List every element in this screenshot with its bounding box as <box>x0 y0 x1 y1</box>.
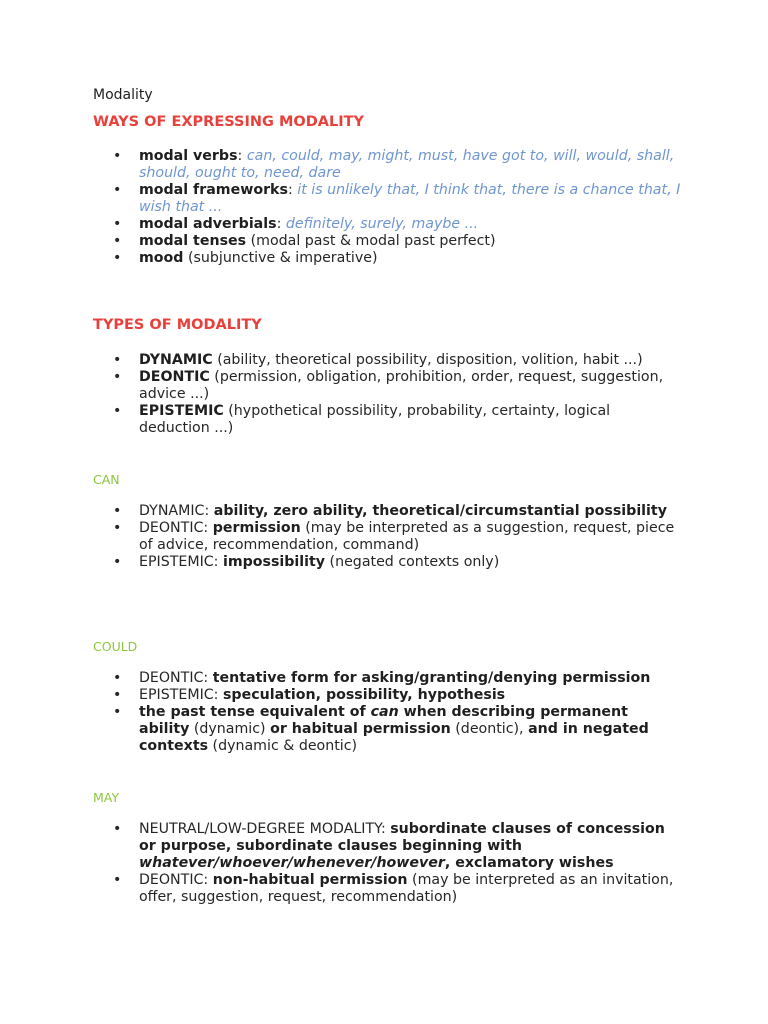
can-list <box>93 503 683 571</box>
could-heading: COULD <box>93 639 138 654</box>
list-item: • DEONTIC (permission, obligation, prohibition, order, request, suggestion, advice ...) <box>93 369 683 403</box>
may-heading: MAY <box>93 790 120 805</box>
list-item: • DEONTIC: tentative form for asking/granting/denying permission <box>93 670 683 687</box>
list-item: • modal verbs: can, could, may, might, must, have got to, will, would, shall, should, ought to, need, dare <box>93 148 683 182</box>
list-item: • DYNAMIC: ability, zero ability, theoretical/circumstantial possibility <box>93 503 683 520</box>
list-item: • the past tense equivalent of can when describing permanent ability (dynamic) or habitual permission (deontic), and in negated contexts (dynamic & deontic) <box>93 704 683 755</box>
list-item: • mood (subjunctive & imperative) <box>93 250 683 267</box>
list-item: • DEONTIC: non-habitual permission (may be interpreted as an invitation, offer, suggestion, request, recommendation) <box>93 872 683 906</box>
list-item: • EPISTEMIC (hypothetical possibility, probability, certainty, logical deduction ...) <box>93 403 683 437</box>
can-heading: CAN <box>93 472 120 487</box>
list-item: • NEUTRAL/LOW-DEGREE MODALITY: subordinate clauses of concession or purpose, subordinate clauses beginning with whatever/whoever/whenever/however, exclamatory wishes <box>93 821 683 872</box>
list-item: • modal tenses (modal past & modal past perfect) <box>93 233 683 250</box>
list-item: • DYNAMIC (ability, theoretical possibility, disposition, volition, habit ...) <box>93 352 683 369</box>
list-item: • DEONTIC: permission (may be interpreted as a suggestion, request, piece of advice, recommendation, command) <box>93 520 683 554</box>
list-item: • modal frameworks: it is unlikely that, I think that, there is a chance that, I wish that ... <box>93 182 683 216</box>
list-item: • EPISTEMIC: impossibility (negated contexts only) <box>93 554 683 571</box>
types-heading: TYPES OF MODALITY <box>93 317 262 333</box>
list-item: • modal adverbials: definitely, surely, maybe ... <box>93 216 683 233</box>
ways-list <box>93 148 683 267</box>
may-list <box>93 821 683 906</box>
list-item: • EPISTEMIC: speculation, possibility, hypothesis <box>93 687 683 704</box>
ways-heading: WAYS OF EXPRESSING MODALITY <box>93 114 364 130</box>
document-title: Modality <box>93 87 153 103</box>
could-list <box>93 670 683 755</box>
types-list <box>93 352 683 437</box>
